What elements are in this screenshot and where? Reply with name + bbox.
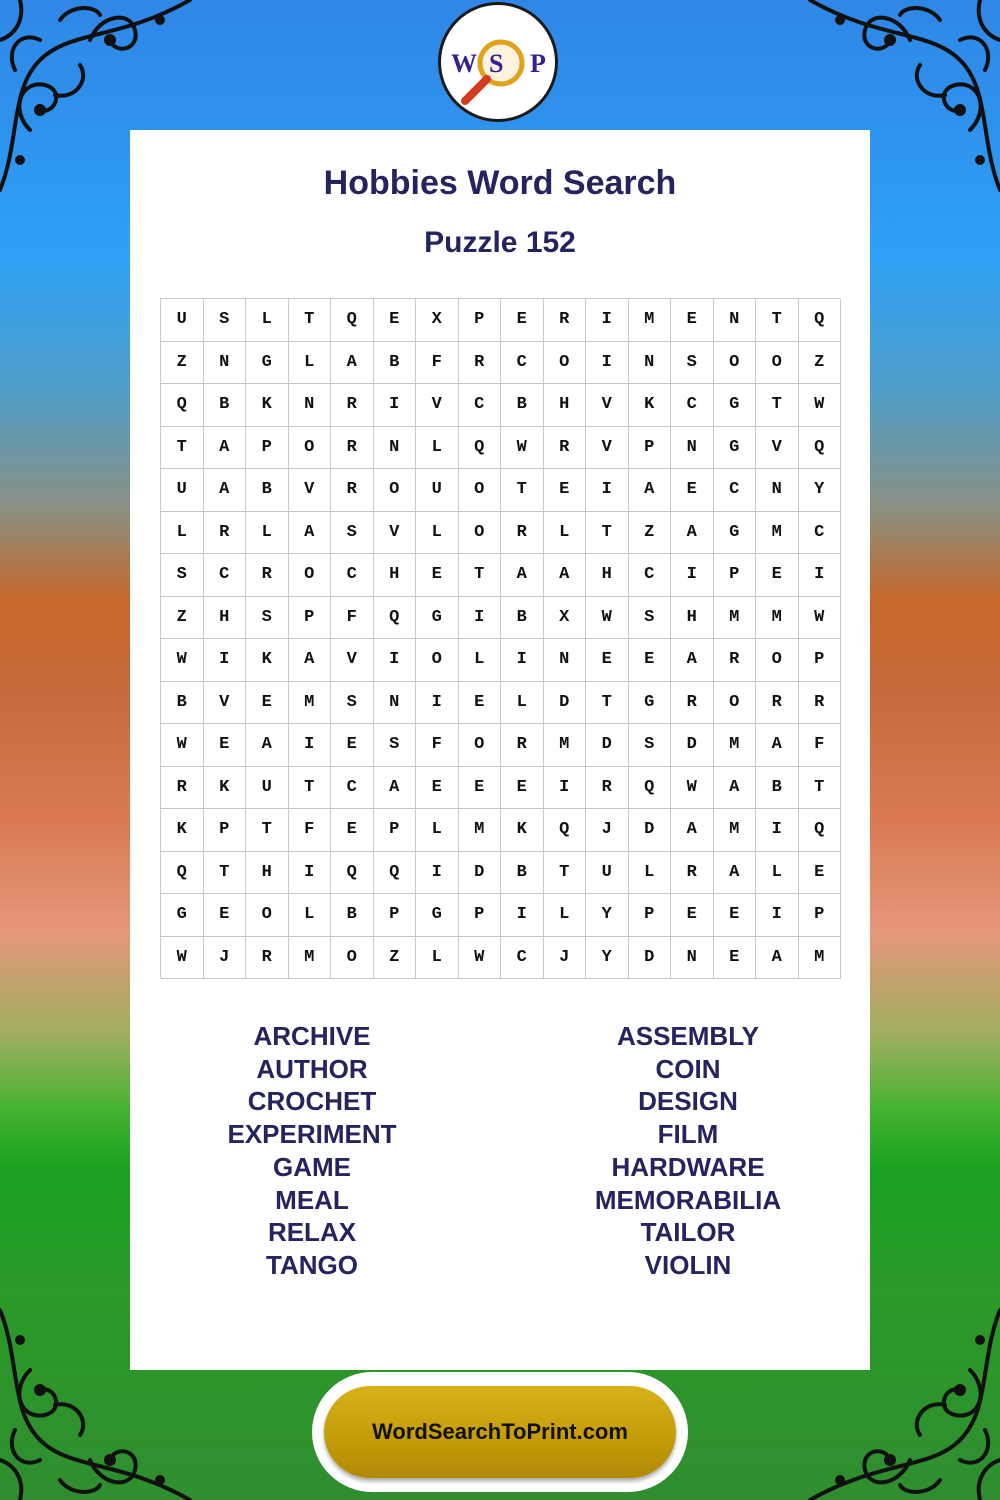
grid-cell[interactable]: C [799, 512, 842, 555]
grid-cell[interactable]: B [161, 682, 204, 725]
grid-cell[interactable]: I [756, 894, 799, 937]
grid-cell[interactable]: R [756, 682, 799, 725]
grid-cell[interactable]: A [204, 427, 247, 470]
grid-cell[interactable]: Z [161, 342, 204, 385]
grid-cell[interactable]: N [671, 937, 714, 980]
grid-cell[interactable]: P [714, 554, 757, 597]
grid-cell[interactable]: I [586, 342, 629, 385]
grid-cell[interactable]: R [671, 852, 714, 895]
grid-cell[interactable]: I [204, 639, 247, 682]
grid-cell[interactable]: A [671, 639, 714, 682]
grid-cell[interactable]: M [714, 809, 757, 852]
grid-cell[interactable]: D [629, 937, 672, 980]
grid-cell[interactable]: K [501, 809, 544, 852]
grid-cell[interactable]: Q [331, 299, 374, 342]
site-logo[interactable] [438, 2, 558, 122]
grid-cell[interactable]: C [714, 469, 757, 512]
grid-cell[interactable]: C [501, 342, 544, 385]
grid-cell[interactable]: K [246, 384, 289, 427]
grid-cell[interactable]: A [714, 852, 757, 895]
grid-cell[interactable]: V [586, 427, 629, 470]
grid-cell[interactable]: L [544, 894, 587, 937]
grid-cell[interactable]: O [374, 469, 417, 512]
grid-cell[interactable]: Q [544, 809, 587, 852]
grid-cell[interactable]: R [331, 469, 374, 512]
grid-cell[interactable]: T [756, 384, 799, 427]
grid-cell[interactable]: R [459, 342, 502, 385]
grid-cell[interactable]: C [629, 554, 672, 597]
grid-cell[interactable]: M [544, 724, 587, 767]
grid-cell[interactable]: L [246, 512, 289, 555]
grid-cell[interactable]: L [501, 682, 544, 725]
grid-cell[interactable]: B [204, 384, 247, 427]
grid-cell[interactable]: N [671, 427, 714, 470]
grid-cell[interactable]: L [416, 809, 459, 852]
grid-cell[interactable]: J [586, 809, 629, 852]
word-list-item: MEMORABILIA [594, 1184, 782, 1215]
grid-cell[interactable]: B [756, 767, 799, 810]
grid-cell[interactable]: V [586, 384, 629, 427]
grid-cell[interactable]: S [331, 512, 374, 555]
logo-letter-p: P [530, 49, 546, 78]
grid-cell[interactable]: I [501, 894, 544, 937]
grid-cell[interactable]: A [714, 767, 757, 810]
grid-cell[interactable]: P [799, 639, 842, 682]
word-list-item: FILM [657, 1119, 719, 1150]
grid-cell[interactable]: K [629, 384, 672, 427]
page-title: Hobbies Word Search [323, 164, 677, 202]
grid-cell[interactable]: O [459, 724, 502, 767]
grid-cell[interactable]: Q [331, 852, 374, 895]
grid-cell[interactable]: K [161, 809, 204, 852]
grid-cell[interactable]: D [671, 724, 714, 767]
grid-cell[interactable]: E [799, 852, 842, 895]
grid-cell[interactable]: E [459, 767, 502, 810]
grid-cell[interactable]: E [714, 894, 757, 937]
grid-cell[interactable]: M [714, 724, 757, 767]
grid-cell[interactable]: Y [799, 469, 842, 512]
grid-cell[interactable]: Q [799, 427, 842, 470]
grid-cell[interactable]: Z [799, 342, 842, 385]
grid-cell[interactable]: I [586, 469, 629, 512]
grid-cell[interactable]: M [629, 299, 672, 342]
grid-cell[interactable]: E [629, 639, 672, 682]
grid-cell[interactable]: N [289, 384, 332, 427]
grid-cell[interactable]: S [161, 554, 204, 597]
grid-cell[interactable]: I [289, 852, 332, 895]
grid-cell[interactable]: Z [374, 937, 417, 980]
grid-cell[interactable]: I [374, 639, 417, 682]
grid-cell[interactable]: P [459, 894, 502, 937]
grid-cell[interactable]: Z [161, 597, 204, 640]
grid-cell[interactable]: L [416, 512, 459, 555]
grid-cell[interactable]: W [501, 427, 544, 470]
grid-cell[interactable]: B [501, 852, 544, 895]
grid-cell[interactable]: D [629, 809, 672, 852]
word-list-item: CROCHET [247, 1086, 377, 1117]
grid-cell[interactable]: R [671, 682, 714, 725]
grid-cell[interactable]: T [161, 427, 204, 470]
grid-cell[interactable]: E [671, 299, 714, 342]
grid-cell[interactable]: Q [799, 809, 842, 852]
grid-cell[interactable]: I [416, 852, 459, 895]
grid-cell[interactable]: C [331, 554, 374, 597]
grid-cell[interactable]: S [246, 597, 289, 640]
site-link-button[interactable]: WordSearchToPrint.com [324, 1386, 676, 1478]
word-list-item: TANGO [266, 1249, 358, 1280]
grid-cell[interactable]: N [629, 342, 672, 385]
grid-cell[interactable]: O [714, 682, 757, 725]
grid-cell[interactable]: U [586, 852, 629, 895]
grid-cell[interactable]: W [799, 597, 842, 640]
grid-cell[interactable]: V [756, 427, 799, 470]
grid-cell[interactable]: B [501, 597, 544, 640]
grid-cell[interactable]: U [246, 767, 289, 810]
grid-cell[interactable]: F [416, 724, 459, 767]
grid-cell[interactable]: S [331, 682, 374, 725]
grid-cell[interactable]: V [204, 682, 247, 725]
grid-cell[interactable]: R [331, 427, 374, 470]
grid-cell[interactable]: A [331, 342, 374, 385]
grid-cell[interactable]: G [161, 894, 204, 937]
grid-cell[interactable]: D [459, 852, 502, 895]
grid-cell[interactable]: E [544, 469, 587, 512]
grid-cell[interactable]: S [204, 299, 247, 342]
grid-cell[interactable]: W [161, 724, 204, 767]
grid-cell[interactable]: G [714, 384, 757, 427]
grid-cell[interactable]: E [671, 894, 714, 937]
grid-cell[interactable]: A [756, 937, 799, 980]
grid-cell[interactable]: E [501, 299, 544, 342]
grid-cell[interactable]: E [416, 767, 459, 810]
grid-cell[interactable]: U [161, 299, 204, 342]
grid-cell[interactable]: G [714, 427, 757, 470]
grid-cell[interactable]: E [459, 682, 502, 725]
grid-cell[interactable]: M [799, 937, 842, 980]
grid-cell[interactable]: Q [161, 852, 204, 895]
grid-cell[interactable]: E [416, 554, 459, 597]
grid-cell[interactable]: R [246, 937, 289, 980]
word-list-item: AUTHOR [256, 1053, 368, 1084]
grid-cell[interactable]: I [799, 554, 842, 597]
letter-grid [160, 298, 840, 978]
grid-cell[interactable]: I [671, 554, 714, 597]
grid-cell[interactable]: A [544, 554, 587, 597]
grid-cell[interactable]: P [374, 809, 417, 852]
grid-cell[interactable]: L [416, 937, 459, 980]
grid-cell[interactable]: Q [799, 299, 842, 342]
grid-cell[interactable]: P [629, 894, 672, 937]
grid-cell[interactable]: I [416, 682, 459, 725]
grid-cell[interactable]: T [459, 554, 502, 597]
grid-cell[interactable]: I [756, 809, 799, 852]
grid-cell[interactable]: F [799, 724, 842, 767]
grid-cell[interactable]: M [289, 682, 332, 725]
grid-cell[interactable]: E [204, 894, 247, 937]
grid-cell[interactable]: A [204, 469, 247, 512]
grid-cell[interactable]: H [204, 597, 247, 640]
grid-cell[interactable]: L [246, 299, 289, 342]
grid-cell[interactable]: J [544, 937, 587, 980]
word-list-left [162, 1020, 462, 1282]
grid-cell[interactable]: R [544, 299, 587, 342]
grid-cell[interactable]: A [671, 512, 714, 555]
grid-cell[interactable]: P [246, 427, 289, 470]
grid-cell[interactable]: O [756, 639, 799, 682]
grid-cell[interactable]: R [799, 682, 842, 725]
grid-cell[interactable]: T [544, 852, 587, 895]
grid-cell[interactable]: I [586, 299, 629, 342]
grid-cell[interactable]: U [416, 469, 459, 512]
grid-cell[interactable]: X [544, 597, 587, 640]
grid-cell[interactable]: W [161, 639, 204, 682]
grid-cell[interactable]: O [246, 894, 289, 937]
grid-cell[interactable]: D [586, 724, 629, 767]
grid-cell[interactable]: H [246, 852, 289, 895]
grid-cell[interactable]: T [586, 512, 629, 555]
grid-cell[interactable]: T [246, 809, 289, 852]
grid-cell[interactable]: P [629, 427, 672, 470]
grid-cell[interactable]: N [374, 427, 417, 470]
grid-cell[interactable]: Y [586, 937, 629, 980]
grid-cell[interactable]: E [714, 937, 757, 980]
grid-cell[interactable]: N [756, 469, 799, 512]
grid-cell[interactable]: M [459, 809, 502, 852]
grid-cell[interactable]: G [629, 682, 672, 725]
grid-cell[interactable]: C [671, 384, 714, 427]
grid-cell[interactable]: H [374, 554, 417, 597]
grid-cell[interactable]: S [374, 724, 417, 767]
grid-cell[interactable]: X [416, 299, 459, 342]
grid-cell[interactable]: W [459, 937, 502, 980]
grid-cell[interactable]: O [459, 469, 502, 512]
grid-cell[interactable]: A [629, 469, 672, 512]
grid-cell[interactable]: R [544, 427, 587, 470]
grid-cell[interactable]: I [289, 724, 332, 767]
grid-cell[interactable]: O [289, 427, 332, 470]
grid-cell[interactable]: I [374, 384, 417, 427]
grid-cell[interactable]: R [331, 384, 374, 427]
grid-cell[interactable]: N [714, 299, 757, 342]
grid-cell[interactable]: G [416, 894, 459, 937]
grid-cell[interactable]: S [629, 724, 672, 767]
grid-cell[interactable]: E [756, 554, 799, 597]
grid-cell[interactable]: E [586, 639, 629, 682]
grid-cell[interactable]: L [459, 639, 502, 682]
grid-cell[interactable]: H [671, 597, 714, 640]
grid-cell[interactable]: T [289, 767, 332, 810]
grid-cell[interactable]: L [289, 342, 332, 385]
grid-cell[interactable]: P [289, 597, 332, 640]
grid-cell[interactable]: S [671, 342, 714, 385]
word-list-item: MEAL [275, 1184, 349, 1215]
word-list-right [538, 1020, 838, 1282]
grid-cell[interactable]: L [416, 427, 459, 470]
grid-cell[interactable]: C [459, 384, 502, 427]
grid-cell[interactable]: A [246, 724, 289, 767]
puzzle-number: Puzzle 152 [424, 226, 576, 259]
grid-cell[interactable]: H [544, 384, 587, 427]
grid-cell[interactable]: O [714, 342, 757, 385]
grid-cell[interactable]: N [204, 342, 247, 385]
grid-cell[interactable]: Y [586, 894, 629, 937]
grid-cell[interactable]: F [331, 597, 374, 640]
grid-cell[interactable]: P [204, 809, 247, 852]
word-list-item: VIOLIN [644, 1249, 732, 1280]
grid-cell[interactable]: O [331, 937, 374, 980]
grid-cell[interactable]: P [459, 299, 502, 342]
grid-cell[interactable]: I [501, 639, 544, 682]
grid-cell[interactable]: G [416, 597, 459, 640]
word-list-item: DESIGN [638, 1086, 738, 1117]
grid-cell[interactable]: Q [374, 597, 417, 640]
logo-letter-s: S [489, 49, 504, 78]
footer-badge [312, 1372, 688, 1492]
grid-cell[interactable]: O [756, 342, 799, 385]
grid-cell[interactable]: L [544, 512, 587, 555]
grid-cell[interactable]: R [586, 767, 629, 810]
grid-cell[interactable]: W [671, 767, 714, 810]
grid-cell[interactable]: J [204, 937, 247, 980]
word-list-item: HARDWARE [611, 1151, 765, 1182]
grid-cell[interactable]: Q [161, 384, 204, 427]
grid-cell[interactable]: N [374, 682, 417, 725]
grid-cell[interactable]: A [289, 512, 332, 555]
grid-cell[interactable]: M [289, 937, 332, 980]
grid-cell[interactable]: U [161, 469, 204, 512]
grid-cell[interactable]: L [629, 852, 672, 895]
grid-cell[interactable]: O [289, 554, 332, 597]
grid-cell[interactable]: C [331, 767, 374, 810]
grid-cell[interactable]: V [374, 512, 417, 555]
grid-cell[interactable]: E [374, 299, 417, 342]
grid-cell[interactable]: A [756, 724, 799, 767]
grid-cell[interactable]: T [204, 852, 247, 895]
word-list-item: COIN [655, 1053, 721, 1084]
word-list-item: RELAX [267, 1217, 357, 1248]
grid-cell[interactable]: D [544, 682, 587, 725]
grid-cell[interactable]: T [289, 299, 332, 342]
grid-cell[interactable]: L [756, 852, 799, 895]
grid-cell[interactable]: I [459, 597, 502, 640]
grid-cell[interactable]: V [331, 639, 374, 682]
grid-cell[interactable]: T [501, 469, 544, 512]
grid-cell[interactable]: B [331, 894, 374, 937]
grid-cell[interactable]: S [629, 597, 672, 640]
grid-cell[interactable]: R [501, 724, 544, 767]
grid-cell[interactable]: F [289, 809, 332, 852]
grid-cell[interactable]: B [501, 384, 544, 427]
grid-cell[interactable]: G [246, 342, 289, 385]
word-list-item: ASSEMBLY [616, 1021, 760, 1051]
grid-cell[interactable]: T [756, 299, 799, 342]
grid-cell[interactable]: A [289, 639, 332, 682]
grid-cell[interactable]: O [416, 639, 459, 682]
grid-cell[interactable]: R [714, 639, 757, 682]
grid-cell[interactable]: F [416, 342, 459, 385]
grid-cell[interactable]: V [289, 469, 332, 512]
grid-cell[interactable]: E [671, 469, 714, 512]
grid-cell[interactable]: T [586, 682, 629, 725]
grid-cell[interactable]: A [374, 767, 417, 810]
grid-cell[interactable]: L [289, 894, 332, 937]
grid-cell[interactable]: W [586, 597, 629, 640]
grid-cell[interactable]: H [586, 554, 629, 597]
grid-cell[interactable]: A [501, 554, 544, 597]
grid-cell[interactable]: Q [629, 767, 672, 810]
grid-cell[interactable]: B [374, 342, 417, 385]
word-list-item: GAME [273, 1151, 351, 1182]
grid-cell[interactable]: Q [459, 427, 502, 470]
grid-cell[interactable]: A [671, 809, 714, 852]
grid-cell[interactable]: G [714, 512, 757, 555]
grid-cell[interactable]: P [799, 894, 842, 937]
grid-cell[interactable]: R [501, 512, 544, 555]
grid-cell[interactable]: L [161, 512, 204, 555]
grid-cell[interactable]: K [246, 639, 289, 682]
grid-cell[interactable]: C [501, 937, 544, 980]
grid-cell[interactable]: E [204, 724, 247, 767]
grid-cell[interactable]: W [161, 937, 204, 980]
grid-cell[interactable]: C [204, 554, 247, 597]
word-list-item: EXPERIMENT [227, 1119, 397, 1150]
grid-cell[interactable]: T [799, 767, 842, 810]
grid-cell[interactable]: R [204, 512, 247, 555]
grid-cell[interactable]: R [161, 767, 204, 810]
grid-cell[interactable]: K [204, 767, 247, 810]
grid-cell[interactable]: R [246, 554, 289, 597]
grid-cell[interactable]: N [544, 639, 587, 682]
grid-cell[interactable]: E [501, 767, 544, 810]
grid-cell[interactable]: Z [629, 512, 672, 555]
grid-cell[interactable]: O [459, 512, 502, 555]
grid-cell[interactable]: E [331, 809, 374, 852]
grid-cell[interactable]: Q [374, 852, 417, 895]
grid-cell[interactable]: P [374, 894, 417, 937]
grid-cell[interactable]: M [756, 512, 799, 555]
grid-cell[interactable]: E [331, 724, 374, 767]
grid-cell[interactable]: V [416, 384, 459, 427]
logo-letter-w: W [451, 49, 477, 78]
word-list-item: TAILOR [640, 1217, 736, 1248]
grid-cell[interactable]: O [544, 342, 587, 385]
grid-cell[interactable]: W [799, 384, 842, 427]
grid-cell[interactable]: M [714, 597, 757, 640]
grid-cell[interactable]: I [544, 767, 587, 810]
grid-cell[interactable]: M [756, 597, 799, 640]
grid-cell[interactable]: E [246, 682, 289, 725]
grid-cell[interactable]: B [246, 469, 289, 512]
word-list-item: ARCHIVE [253, 1021, 371, 1051]
